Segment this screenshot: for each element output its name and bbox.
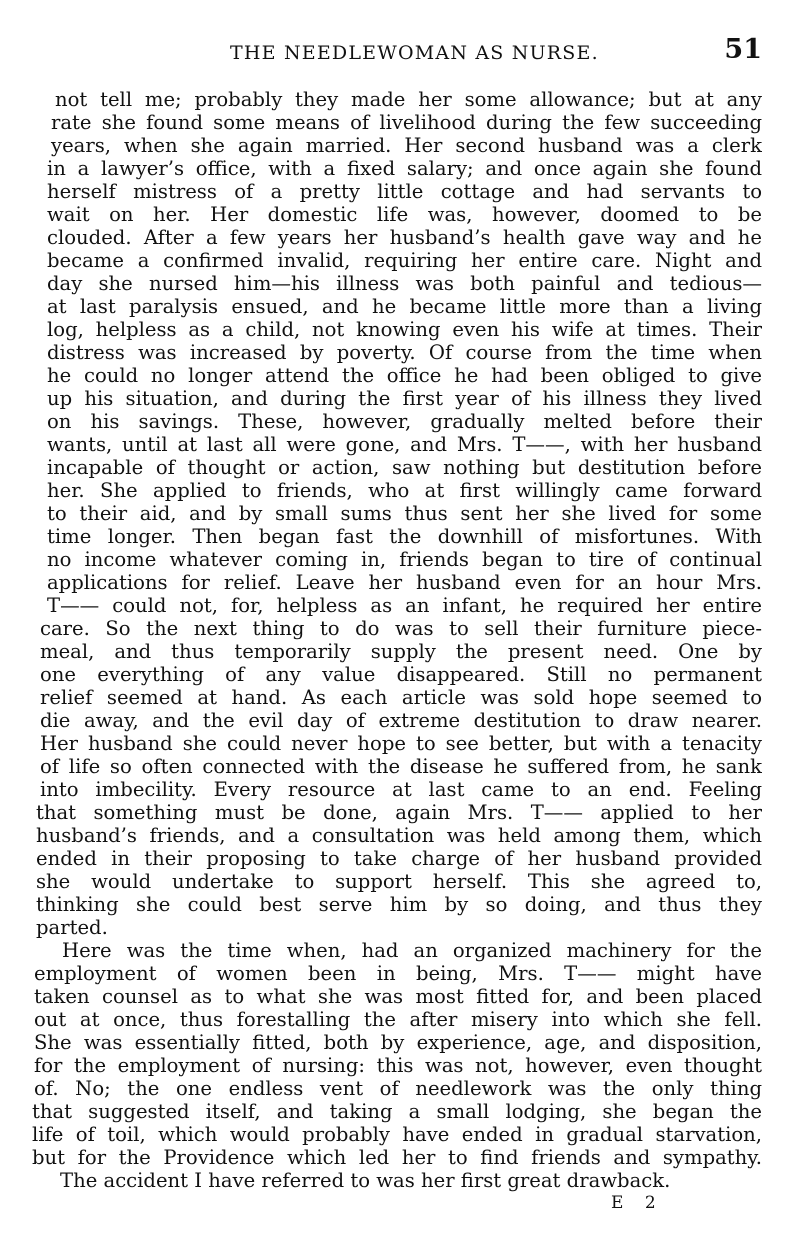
text-line: She was essentially fitted, both by experience, age, and disposition, xyxy=(34,1031,762,1054)
running-title: THE NEEDLEWOMAN AS NURSE. xyxy=(230,42,599,64)
text-line: applications for relief. Leave her husband even for an hour Mrs. xyxy=(47,571,762,594)
text-line: ended in their proposing to take charge of her husband provided xyxy=(36,847,762,870)
text-line: up his situation, and during the first year of his illness they lived xyxy=(47,387,762,410)
text-line: for the employment of nursing: this was not, however, even thought xyxy=(34,1054,762,1077)
text-line: no income whatever coming in, friends began to tire of continual xyxy=(47,548,762,571)
text-line: of life so often connected with the disease he suffered from, he sank xyxy=(40,755,762,778)
text-line: years, when she again married. Her second husband was a clerk xyxy=(51,134,762,157)
text-line: incapable of thought or action, saw nothing but destitution before xyxy=(47,456,762,479)
text-line: in a lawyer’s office, with a fixed salary; and once again she found xyxy=(47,157,762,180)
text-line: out at once, thus forestalling the after misery into which she fell. xyxy=(34,1008,762,1031)
text-line: distress was increased by poverty. Of course from the time when xyxy=(47,341,762,364)
text-line: but for the Providence which led her to find friends and sympathy. xyxy=(32,1146,762,1169)
text-line: Here was the time when, had an organized machinery for the xyxy=(62,939,762,962)
text-line: he could no longer attend the office he had been obliged to give xyxy=(47,364,762,387)
text-line: herself mistress of a pretty little cottage and had servants to xyxy=(47,180,762,203)
page-number: 51 xyxy=(724,34,762,65)
text-line: on his savings. These, however, gradually melted before their xyxy=(47,410,762,433)
text-line: of. No; the one endless vent of needlework was the only thing xyxy=(34,1077,762,1100)
text-line: one everything of any value disappeared. Still no permanent xyxy=(40,663,762,686)
text-line: relief seemed at hand. As each article was sold hope seemed to xyxy=(40,686,762,709)
text-line: life of toil, which would probably have ended in gradual starvation, xyxy=(32,1123,762,1146)
text-line: became a confirmed invalid, requiring her entire care. Night and xyxy=(47,249,762,272)
text-line: parted. xyxy=(36,916,108,939)
text-line: die away, and the evil day of extreme destitution to draw nearer. xyxy=(40,709,762,732)
signature-mark: E 2 xyxy=(611,1193,664,1213)
text-line: into imbecility. Every resource at last came to an end. Feeling xyxy=(40,778,762,801)
text-line: meal, and thus temporarily supply the present need. One by xyxy=(40,640,762,663)
text-line: time longer. Then began fast the downhill of misfortunes. With xyxy=(47,525,762,548)
text-line: not tell me; probably they made her some allowance; but at any xyxy=(55,88,762,111)
text-line: day she nursed him—his illness was both painful and tedious— xyxy=(47,272,762,295)
text-line: wants, until at last all were gone, and Mrs. T——, with her husband xyxy=(47,433,762,456)
text-line: log, helpless as a child, not knowing even his wife at times. Their xyxy=(47,318,762,341)
text-line: taken counsel as to what she was most fitted for, and been placed xyxy=(34,985,762,1008)
text-line: Her husband she could never hope to see better, but with a tenacity xyxy=(40,732,762,755)
text-line: husband’s friends, and a consultation was held among them, which xyxy=(36,824,762,847)
text-line: care. So the next thing to do was to sell their furniture piece- xyxy=(40,617,762,640)
text-line: The accident I have referred to was her first great drawback. xyxy=(60,1169,671,1192)
text-line: thinking she could best serve him by so doing, and thus they xyxy=(36,893,762,916)
body-text xyxy=(32,88,762,1192)
text-line: at last paralysis ensued, and he became little more than a living xyxy=(47,295,762,318)
text-line: her. She applied to friends, who at first willingly came forward xyxy=(47,479,762,502)
text-line: rate she found some means of livelihood during the few succeeding xyxy=(51,111,762,134)
text-line: clouded. After a few years her husband’s health gave way and he xyxy=(47,226,762,249)
text-line: she would undertake to support herself. This she agreed to, xyxy=(36,870,762,893)
text-line: employment of women been in being, Mrs. T—— might have xyxy=(34,962,762,985)
running-head xyxy=(40,34,762,70)
text-line: wait on her. Her domestic life was, however, doomed to be xyxy=(47,203,762,226)
text-line: that something must be done, again Mrs. T—— applied to her xyxy=(36,801,762,824)
text-line: to their aid, and by small sums thus sent her she lived for some xyxy=(47,502,762,525)
text-line: T—— could not, for, helpless as an infant, he required her entire xyxy=(47,594,762,617)
text-line: that suggested itself, and taking a small lodging, she began the xyxy=(32,1100,762,1123)
